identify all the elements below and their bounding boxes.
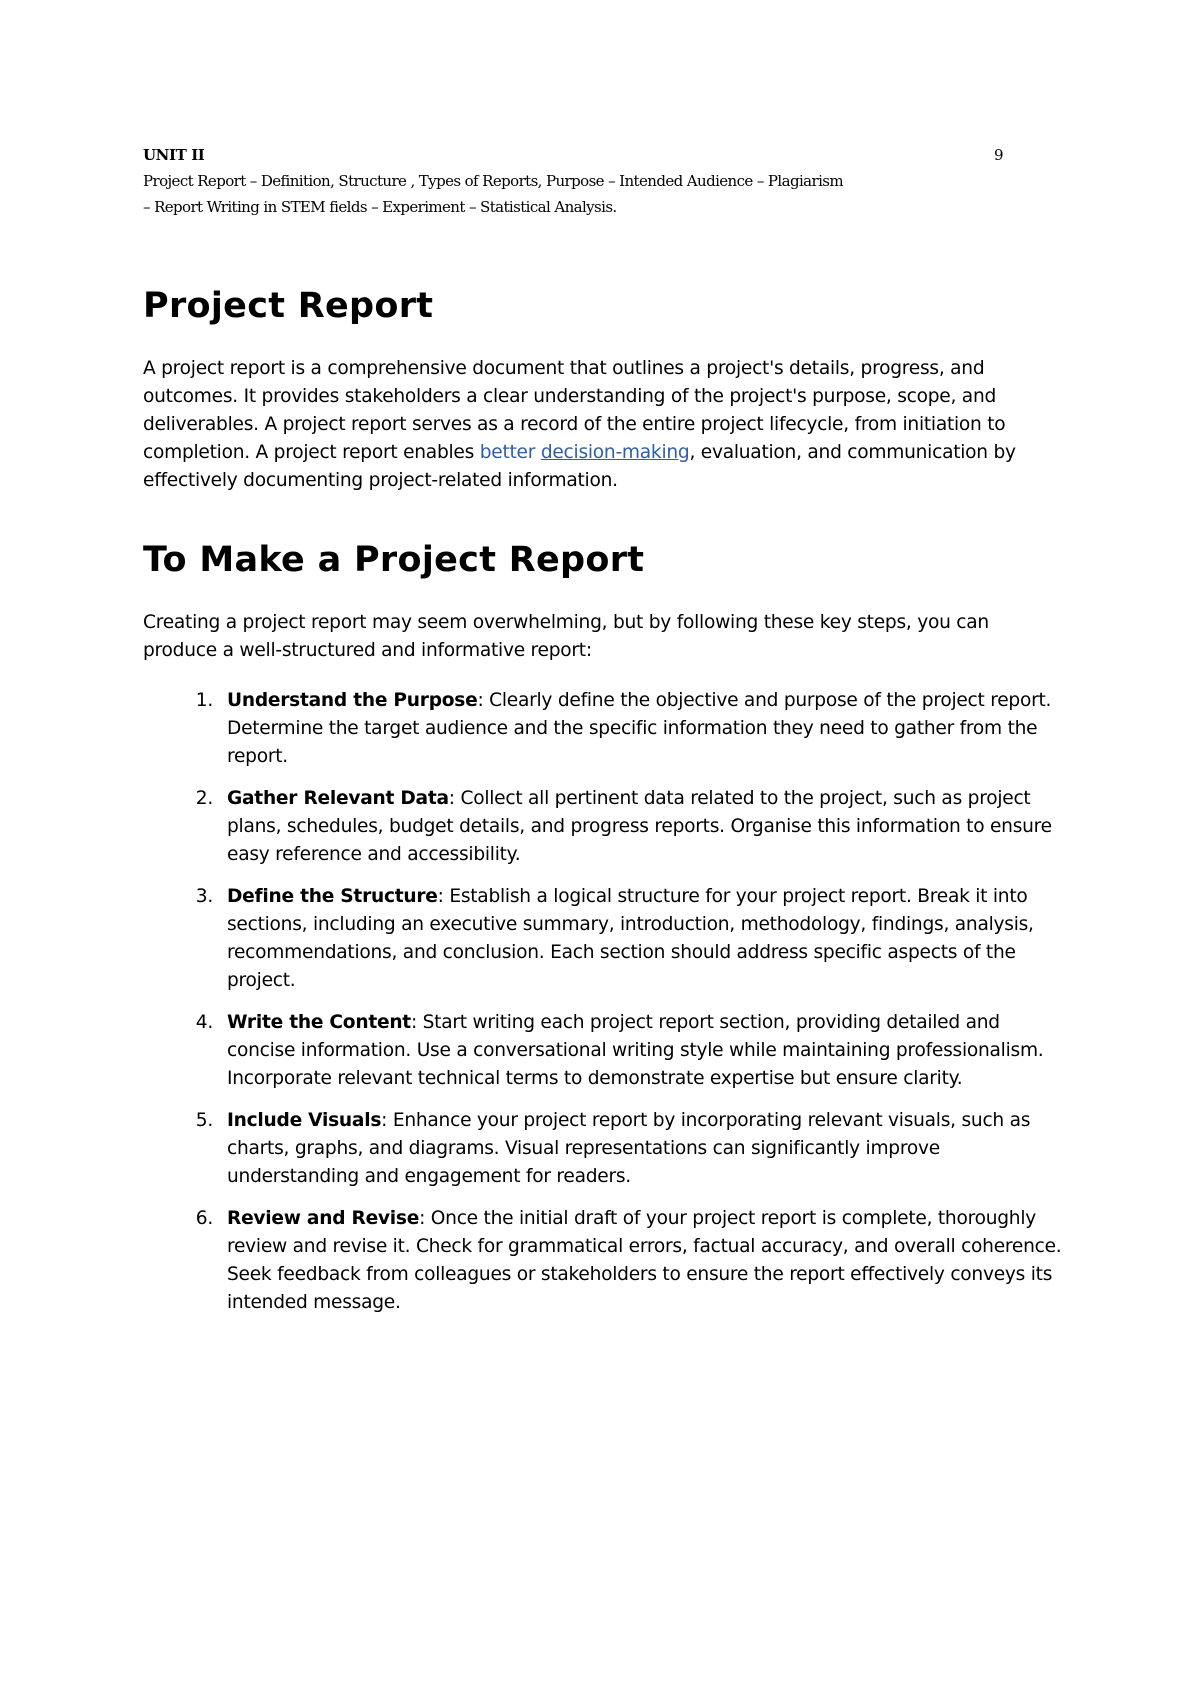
list-item-title: Include Visuals: [227, 1110, 382, 1131]
list-item-number: 5.: [195, 1110, 213, 1131]
page-header: [143, 142, 1003, 220]
better-decision-making-link[interactable]: [480, 442, 690, 463]
list-item-body: [227, 785, 1063, 869]
document-content: [143, 285, 1063, 1331]
list-item-number: 1.: [195, 690, 213, 711]
list-item-text: : Establish a logical structure for your project report. Break it into sections, including an executive summary, introduction, methodology, findings, analysis, recommendations, and conclusion. Each section should address specific aspects of the project.: [227, 886, 1034, 991]
list-item: [143, 1107, 1063, 1191]
list-item-title: Gather Relevant Data: [227, 788, 449, 809]
list-item-body: [227, 1205, 1063, 1317]
link-text-decision-making: decision-making: [540, 442, 690, 463]
list-item-body: [227, 883, 1063, 995]
list-item-title: Understand the Purpose: [227, 690, 478, 711]
list-item-title: Define the Structure: [227, 886, 438, 907]
paragraph-text-end: , evaluation, and communication by effectively documenting project-related information.: [143, 442, 1016, 491]
list-item-text: : Start writing each project report section, providing detailed and concise information. Use a conversational writing style while maintaining professionalism. Incorporate relevant technical terms to demonstrate expertise but ensure clarity.: [227, 1012, 1044, 1089]
syllabus-line-1: Project Report – Definition, Structure , Types of Reports, Purpose – Intended Audience – Plagiarism: [143, 172, 843, 190]
list-item-title: Write the Content: [227, 1012, 411, 1033]
list-item-body: [227, 687, 1063, 771]
paragraph-text-start: A project report is a comprehensive document that outlines a project's details, progress, and outcomes. It provides stakeholders a clear understanding of the project's purpose, scope, and deliverables. A project report serves as a record of the entire project lifecycle, from initiation to completion. A project report enables: [143, 358, 1006, 463]
unit-label: UNIT II: [143, 146, 205, 164]
list-item-text: : Clearly define the objective and purpose of the project report. Determine the target audience and the specific information they need to gather from the report.: [227, 690, 1052, 767]
list-item-number: 2.: [195, 788, 213, 809]
list-item-text: : Collect all pertinent data related to the project, such as project plans, schedules, budget details, and progress reports. Organise this information to ensure easy reference and accessibility.: [227, 788, 1052, 865]
list-item-number: 6.: [195, 1208, 213, 1229]
list-item: [143, 1205, 1063, 1317]
heading-project-report: Project Report: [143, 286, 434, 326]
page-number: 9: [994, 146, 1003, 164]
list-item-body: [227, 1107, 1063, 1191]
list-item: [143, 883, 1063, 995]
project-report-paragraph: [143, 355, 1063, 495]
steps-list: [143, 687, 1063, 1317]
list-item: [143, 687, 1063, 771]
list-item-title: Review and Revise: [227, 1208, 420, 1229]
list-item-text: : Once the initial draft of your project report is complete, thoroughly review and revise it. Check for grammatical errors, factual accuracy, and overall coherence. Seek feedback from colleagues or stakeholders to ensure the report effectively conveys its intended message.: [227, 1208, 1062, 1313]
steps-intro-paragraph: Creating a project report may seem overwhelming, but by following these key steps, you can produce a well-structured and informative report:: [143, 612, 989, 661]
link-text-better: better: [479, 442, 536, 463]
list-item-text: : Enhance your project report by incorporating relevant visuals, such as charts, graphs, and diagrams. Visual representations can significantly improve understanding and engagement for readers.: [227, 1110, 1031, 1187]
list-item: [143, 785, 1063, 869]
list-item: [143, 1009, 1063, 1093]
list-item-number: 3.: [195, 886, 213, 907]
heading-to-make-a-project-report: To Make a Project Report: [143, 540, 645, 580]
header-top-row: [143, 142, 1003, 168]
list-item-number: 4.: [195, 1012, 213, 1033]
syllabus-line-2: – Report Writing in STEM fields – Experiment – Statistical Analysis.: [143, 198, 617, 216]
list-item-body: [227, 1009, 1063, 1093]
